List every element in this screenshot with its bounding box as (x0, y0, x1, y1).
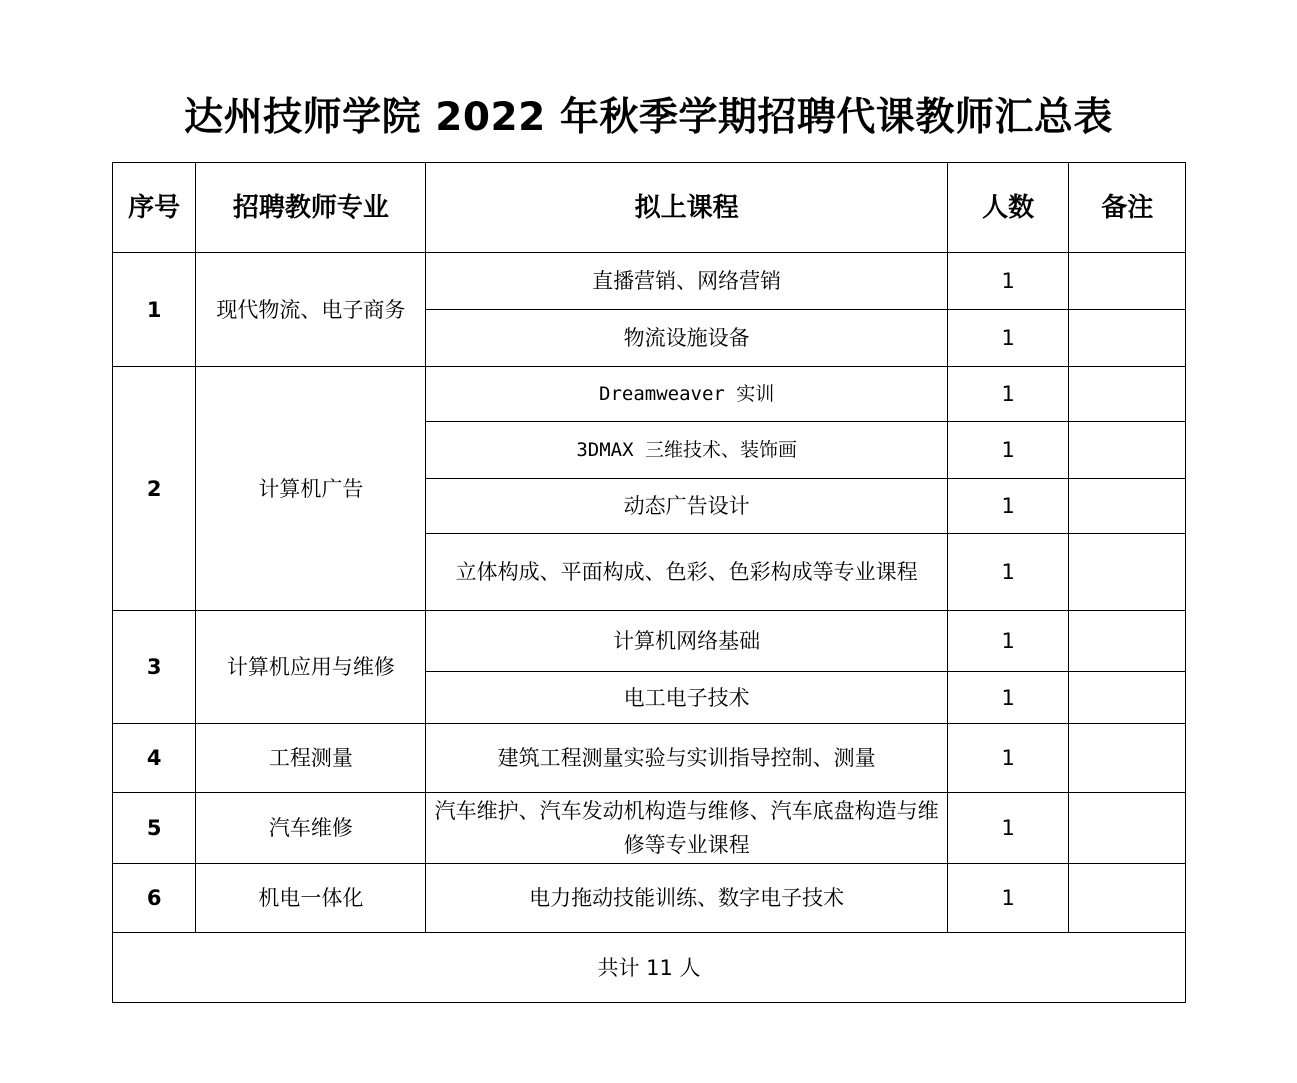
course-cell: 电力拖动技能训练、数字电子技术 (426, 864, 947, 933)
course-cell: 汽车维护、汽车发动机构造与维修、汽车底盘构造与维修等专业课程 (426, 793, 947, 864)
note-cell (1069, 534, 1186, 611)
major-cell: 汽车维修 (196, 793, 426, 864)
header-count: 人数 (947, 163, 1069, 253)
course-cell: 直播营销、网络营销 (426, 253, 947, 310)
major-cell: 机电一体化 (196, 864, 426, 933)
row-number: 2 (113, 367, 196, 611)
table-row (113, 793, 1186, 864)
note-cell (1069, 367, 1186, 422)
note-cell (1069, 793, 1186, 864)
count-cell: 1 (947, 367, 1069, 422)
count-cell: 1 (947, 422, 1069, 479)
header-no: 序号 (113, 163, 196, 253)
course-cell: 动态广告设计 (426, 479, 947, 534)
note-cell (1069, 611, 1186, 672)
recruitment-summary-table (112, 162, 1186, 1003)
count-cell: 1 (947, 479, 1069, 534)
table-row (113, 724, 1186, 793)
count-cell: 1 (947, 253, 1069, 310)
count-cell: 1 (947, 672, 1069, 724)
course-cell: 计算机网络基础 (426, 611, 947, 672)
row-number: 1 (113, 253, 196, 367)
table-row (113, 253, 1186, 310)
note-cell (1069, 479, 1186, 534)
header-major: 招聘教师专业 (196, 163, 426, 253)
header-course: 拟上课程 (426, 163, 947, 253)
note-cell (1069, 672, 1186, 724)
table-row (113, 611, 1186, 672)
table-row (113, 864, 1186, 933)
count-cell: 1 (947, 864, 1069, 933)
major-cell: 工程测量 (196, 724, 426, 793)
row-number: 5 (113, 793, 196, 864)
course-cell: Dreamweaver 实训 (426, 367, 947, 422)
count-cell: 1 (947, 534, 1069, 611)
count-cell: 1 (947, 310, 1069, 367)
note-cell (1069, 253, 1186, 310)
course-cell: 建筑工程测量实验与实训指导控制、测量 (426, 724, 947, 793)
row-number: 6 (113, 864, 196, 933)
major-cell: 计算机应用与维修 (196, 611, 426, 724)
course-cell: 电工电子技术 (426, 672, 947, 724)
note-cell (1069, 310, 1186, 367)
row-number: 4 (113, 724, 196, 793)
total-row (113, 933, 1186, 1003)
course-cell: 立体构成、平面构成、色彩、色彩构成等专业课程 (426, 534, 947, 611)
header-note: 备注 (1069, 163, 1186, 253)
major-cell: 现代物流、电子商务 (196, 253, 426, 367)
document-title: 达州技师学院 2022 年秋季学期招聘代课教师汇总表 (184, 95, 1113, 140)
count-cell: 1 (947, 611, 1069, 672)
note-cell (1069, 422, 1186, 479)
count-cell: 1 (947, 724, 1069, 793)
course-cell: 3DMAX 三维技术、装饰画 (426, 422, 947, 479)
course-cell: 物流设施设备 (426, 310, 947, 367)
total-cell: 共计 11 人 (113, 933, 1186, 1003)
count-cell: 1 (947, 793, 1069, 864)
table-header-row (113, 163, 1186, 253)
note-cell (1069, 724, 1186, 793)
note-cell (1069, 864, 1186, 933)
major-cell: 计算机广告 (196, 367, 426, 611)
row-number: 3 (113, 611, 196, 724)
table-row (113, 367, 1186, 422)
